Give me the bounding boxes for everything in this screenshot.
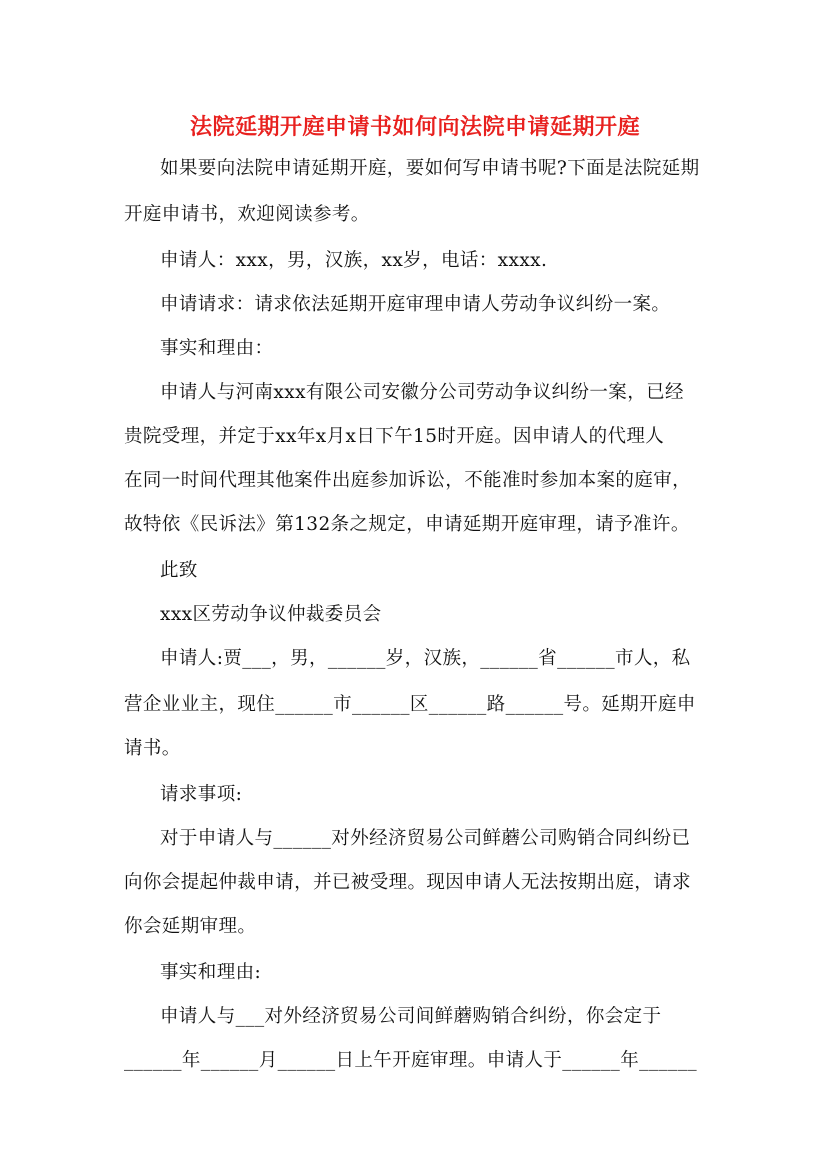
body-line: 申请人：xxx，男，汉族，xx岁，电话：xxxx. (160, 250, 548, 271)
body-line: 申请人:贾___，男，______岁，汉族，______省______市人，私 (160, 648, 691, 669)
body-line: 此致 (160, 560, 198, 581)
body-line: 申请人与___对外经济贸易公司间鲜蘑购销合纠纷，你会定于 (160, 1006, 662, 1027)
body-line: 事实和理由: (160, 962, 262, 983)
body-line: 营企业业主，现住______市______区______路______号。延期开庭申 (124, 694, 696, 715)
body-line: 故特依《民诉法》第132条之规定，申请延期开庭审理，请予准许。 (124, 514, 690, 535)
body-line: xxx区劳动争议仲裁委员会 (160, 604, 382, 625)
body-line: 请书。 (124, 738, 181, 759)
body-line: 向你会提起仲裁申请，并已被受理。现因申请人无法按期出庭，请求 (124, 872, 692, 893)
body-line: 你会延期审理。 (124, 916, 257, 937)
document-title: 法院延期开庭申请书如何向法院申请延期开庭 (189, 114, 640, 140)
body-line: 如果要向法院申请延期开庭，要如何写申请书呢?下面是法院延期 (160, 158, 700, 179)
body-line: 申请请求：请求依法延期开庭审理申请人劳动争议纠纷一案。 (160, 294, 671, 315)
body-line: 贵院受理，并定于xx年x月x日下午15时开庭。因申请人的代理人 (124, 426, 665, 447)
body-line: 事实和理由： (160, 338, 274, 359)
body-line: ______年______月______日上午开庭审理。申请人于______年______ (124, 1050, 698, 1071)
body-line: 在同一时间代理其他案件出庭参加诉讼，不能准时参加本案的庭审， (124, 470, 692, 491)
body-line: 开庭申请书，欢迎阅读参考。 (124, 204, 370, 225)
body-line: 请求事项: (160, 784, 243, 805)
body-line: 对于申请人与______对外经济贸易公司鲜蘑公司购销合同纠纷已 (160, 828, 691, 849)
body-line: 申请人与河南xxx有限公司安徽分公司劳动争议纠纷一案，已经 (160, 382, 684, 403)
